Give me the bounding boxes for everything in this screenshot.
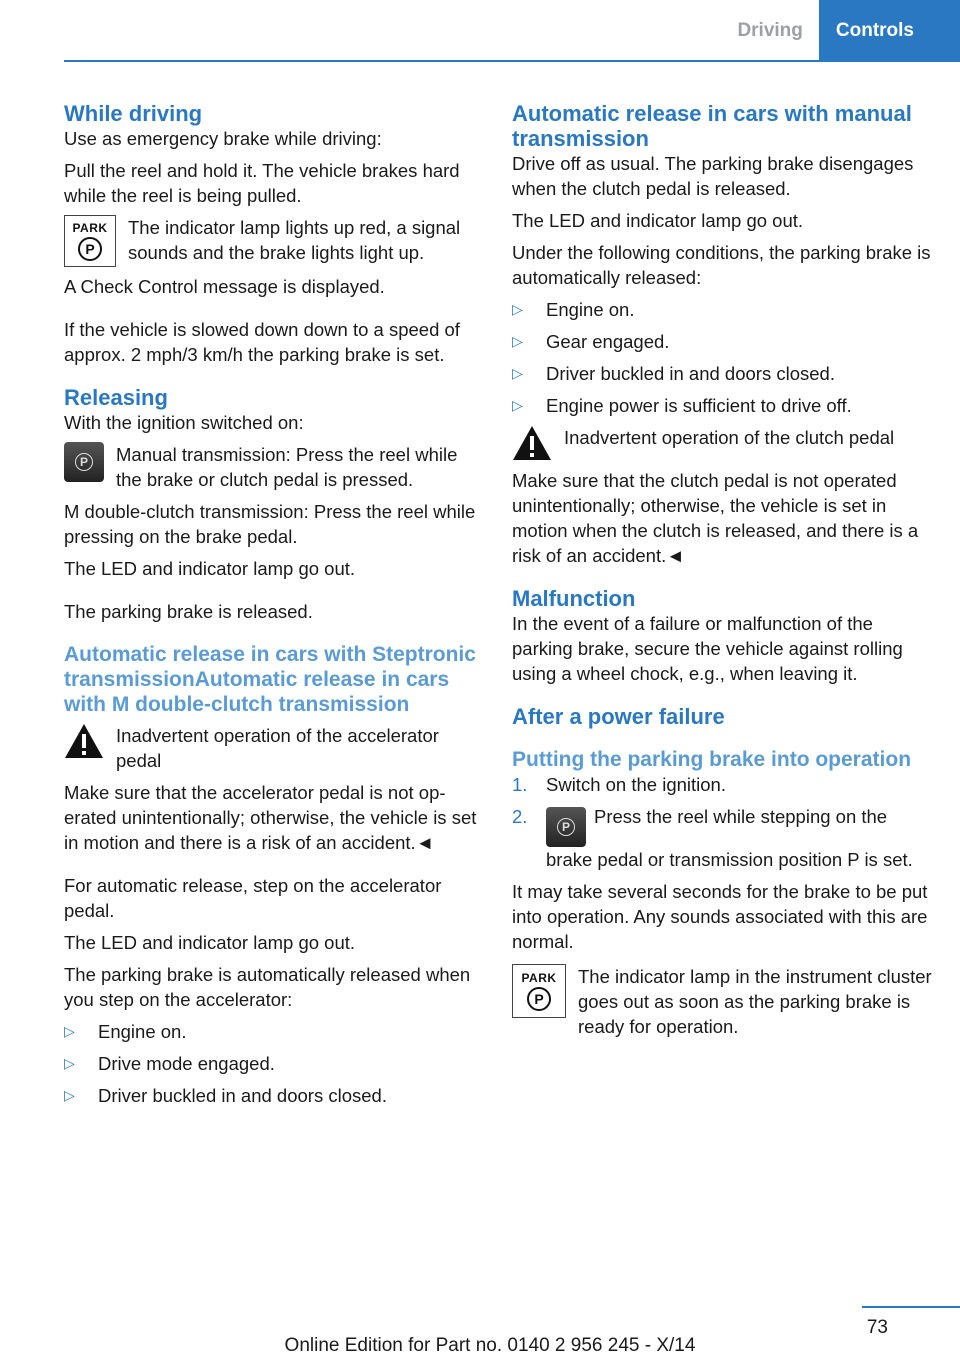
subheading-put-into-operation: Putting the parking brake into operation — [512, 748, 912, 771]
warning-text: Make sure that the clutch pedal is not operated unintentionally; otherwise, the vehicle is set in motion when the clutch is released, and there is a risk of an accident.◄ — [512, 470, 919, 566]
p-symbol: P — [527, 987, 551, 1011]
paragraph: Drive off as usual. The parking brake disengages when the clutch pedal is released. — [512, 153, 914, 199]
bullet-triangle-icon: ▷ — [512, 301, 523, 317]
header-section: Driving — [737, 20, 803, 41]
bullet-triangle-icon: ▷ — [64, 1023, 75, 1039]
p-symbol: P — [557, 818, 575, 836]
warning-title: Inadvertent operation of the accelerator pedal — [116, 725, 439, 771]
paragraph: The parking brake is automatically released when you step on the accelerator: — [64, 964, 471, 1010]
header-rule — [64, 60, 960, 62]
list-item: ▷ Driver buckled in and doors closed. — [64, 1085, 387, 1106]
list-item: ▷ Driver buckled in and doors closed. — [512, 363, 835, 384]
bullet-list — [64, 1019, 484, 1108]
bullet-triangle-icon: ▷ — [512, 397, 523, 413]
paragraph: The LED and indicator lamp go out. — [512, 210, 804, 231]
paragraph: A Check Control message is displayed. — [64, 276, 385, 297]
paragraph: With the ignition switched on: — [64, 412, 304, 433]
heading-auto-release: Automatic release in cars with Steptronic transmissionAutomatic release in cars with M double-clutch transmission — [64, 643, 476, 716]
list-item: ▷ Engine power is sufficient to drive off. — [512, 395, 852, 416]
parking-brake-button-icon — [546, 807, 586, 847]
warning-triangle-icon — [512, 425, 552, 461]
bullet-triangle-icon: ▷ — [64, 1055, 75, 1071]
indicator-note — [512, 964, 932, 1039]
heading-manual-release: Automatic release in cars with manual transmission — [512, 101, 912, 151]
paragraph: It may take several seconds for the brake to be put into operation. Any sounds associated with this are normal. — [512, 881, 928, 952]
left-column — [64, 101, 484, 1115]
paragraph: Pull the reel and hold it. The vehicle brakes hard while the reel is being pulled. — [64, 160, 460, 206]
indicator-text: The indicator lamp in the instrument cluster goes out as soon as the parking brake is ready for operation. — [578, 966, 932, 1037]
paragraph: The LED and indicator lamp go out. — [64, 558, 356, 579]
edition-line: Online Edition for Part no. 0140 2 956 245 - X/14 — [284, 1335, 696, 1356]
park-indicator-icon — [64, 215, 116, 267]
warning-block — [512, 425, 932, 461]
heading-releasing: Releasing — [64, 385, 168, 410]
page-header — [721, 0, 960, 62]
paragraph: In the event of a failure or malfunction of the parking brake, secure the vehicle against rolling using a wheel chock, e.g., when leaving it. — [512, 613, 903, 684]
park-label: PARK — [521, 970, 557, 985]
heading-power-failure: After a power failure — [512, 704, 725, 729]
parking-brake-button-icon — [64, 442, 104, 482]
p-symbol: P — [75, 453, 93, 471]
paragraph: The LED and indicator lamp go out. — [64, 932, 356, 953]
page-number: 73 — [866, 1317, 888, 1338]
park-label: PARK — [72, 220, 108, 235]
steps-list — [512, 772, 932, 872]
footer-rule — [862, 1306, 960, 1308]
heading-malfunction: Malfunction — [512, 586, 636, 611]
list-item: 1. Switch on the ignition. — [512, 774, 726, 795]
paragraph: Under the following conditions, the parking brake is automatically released: — [512, 242, 931, 288]
list-item: ▷ Drive mode engaged. — [64, 1053, 275, 1074]
indicator-text: The indicator lamp lights up red, a signal sounds and the brake lights light up. — [128, 217, 461, 263]
heading-while-driving: While driving — [64, 101, 203, 126]
bullet-triangle-icon: ▷ — [64, 1087, 75, 1103]
p-symbol: P — [78, 237, 102, 261]
bullet-triangle-icon: ▷ — [512, 333, 523, 349]
list-item: ▷ Engine on. — [512, 299, 635, 320]
list-item: 2. P Press the reel while stepping on the brake pedal or transmission position P is set. — [512, 806, 913, 870]
paragraph: For automatic release, step on the accelerator pedal. — [64, 875, 442, 921]
manual-release-note — [64, 442, 484, 492]
bullet-triangle-icon: ▷ — [512, 365, 523, 381]
paragraph: If the vehicle is slowed down down to a speed of approx. 2 mph/3 km/h the parking brake is set. — [64, 319, 460, 365]
manual-release-text: Manual transmission: Press the reel while the brake or clutch pedal is pressed. — [116, 444, 458, 490]
warning-text: Make sure that the accelerator pedal is not operated unintentionally; otherwise, the vehicle is set in motion and there is a risk of an accident.◄ — [64, 782, 477, 853]
paragraph: Use as emergency brake while driving: — [64, 128, 382, 149]
list-item: ▷ Gear engaged. — [512, 331, 670, 352]
header-chapter: Controls — [819, 0, 960, 62]
warning-triangle-icon — [64, 723, 104, 773]
right-column — [512, 101, 932, 1046]
bullet-list — [512, 297, 932, 418]
warning-title: Inadvertent operation of the clutch pedal — [564, 427, 895, 448]
indicator-note — [64, 215, 484, 267]
park-indicator-icon — [512, 964, 566, 1018]
list-item: ▷ Engine on. — [64, 1021, 187, 1042]
warning-block — [64, 723, 484, 773]
paragraph: M double-clutch transmission: Press the reel while pressing on the brake pedal. — [64, 501, 476, 547]
paragraph: The parking brake is released. — [64, 601, 313, 622]
